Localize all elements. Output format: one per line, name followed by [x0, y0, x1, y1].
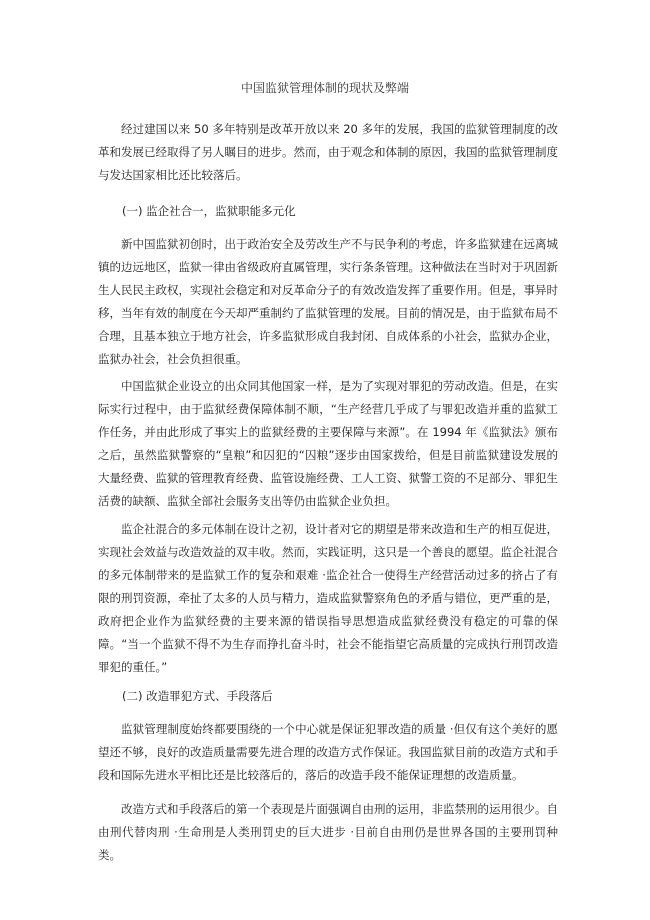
paragraph-intro: 经过建国以来 50 多年特别是改革开放以来 20 多年的发展，我国的监狱管理制度的改革和发展已经取得了另人瞩目的进步。然而，由于观念和体制的原因，我国的监狱管理制度与发达国家相比还比较落后。 [98, 122, 558, 182]
paragraph-history: 新中国监狱初创时，出于政治安全及劳改生产不与民争利的考虑，许多监狱建在远离城镇的边远地区，监狱一律由省级政府直属管理，实行条条管理。这种做法在当时对于巩固新生人民民主政权，实现社会稳定和对反革命分子的有效改造发挥了重要作用。但是，事异时移，当年有效的制度在今天却严重制约了监狱管理的发展。目前的情况是，由于监狱布局不合理，且基本独立于地方社会，许多监狱形成自我封闭、自成体系的小社会，监狱办企业，监狱办社会，社会负担很重。 [98, 237, 558, 366]
paragraph-reform-quality: 监狱管理制度始终都要围绕的一个中心就是保证犯罪改造的质量 ·但仅有这个美好的愿望还不够，良好的改造质量需要先进合理的改造方式作保证。我国监狱目前的改造方式和手段和国际先进水平相比还是比较落后的，落后的改造手段不能保证理想的改造质量。 [98, 722, 558, 782]
document-title: 中国监狱管理体制的现状及弊端 [240, 81, 409, 95]
paragraph-mixed-system: 监企社混合的多元体制在设计之初，设计者对它的期望是带来改造和生产的相互促进，实现社会效益与改造效益的双丰收。然而，实践证明，这只是一个善良的愿望。监企社混合的多元体制带来的是监狱工作的复杂和艰难 ·监企社合一使得生产经营活动过多的挤占了有限的刑罚资源，牵扯了太多的人员与精力，造成监狱警察角色的矛盾与错位，更严重的是，政府把企业作为监狱经费的主要来源的错误指导思想造成监狱经费没有稳定的可靠的保障。“当一个监狱不得不为生存而挣扎奋斗时，社会不能指望它高质量的完成执行刑罚改造罪犯的重任。” [98, 522, 558, 674]
section-heading-2: (二) 改造罪犯方式、手段落后 [122, 689, 273, 703]
paragraph-enterprise: 中国监狱企业设立的出众同其他国家一样，是为了实现对罪犯的劳动改造。但是，在实际实行过程中，由于监狱经费保障体制不顺，“生产经营几乎成了与罪犯改造并重的监狱工作任务，并由此形成了事实上的监狱经费的主要保障与来源”。在 1994 年《监狱法》颁布之后，虽然监狱警察的“皇粮”和囚犯的“囚粮”逐步由国家拨给，但是目前监狱建设发展的大量经费、监狱的管理教育经费、监管设施经费、工人工资、狱警工资的不足部分、罪犯生活费的缺额、监狱全部社会服务支出等仍由监狱企业负担。 [98, 379, 558, 508]
section-heading-1: (一) 监企社合一，监狱职能多元化 [122, 204, 296, 218]
paragraph-methods: 改造方式和手段落后的第一个表现是片面强调自由刑的运用，非监禁刑的运用很少。自由刑代替肉刑 ·生命刑是人类刑罚史的巨大进步 ·目前自由刑仍是世界各国的主要刑罚种类。 [98, 802, 558, 862]
